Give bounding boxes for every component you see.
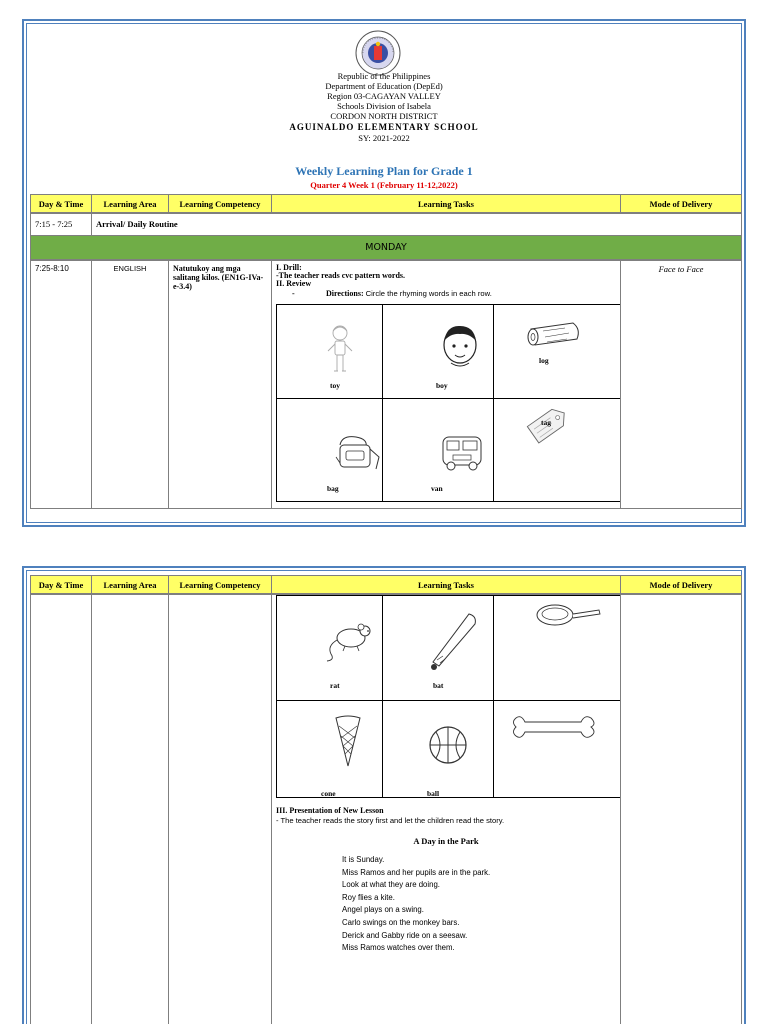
word-boy: boy (436, 381, 448, 390)
english-tasks (271, 260, 620, 509)
day-banner: MONDAY (30, 235, 742, 260)
drill-text: -The teacher reads cvc pattern words. (276, 271, 406, 280)
directions-line (326, 289, 492, 298)
word-tag: tag (541, 418, 551, 427)
directions-text: Circle the rhyming words in each row. (365, 289, 492, 298)
column-header-learning-tasks: Learning Tasks (271, 194, 620, 213)
column-header-learning-competency: Learning Competency (168, 194, 271, 213)
document-page-1 (22, 19, 746, 527)
rat-picture (321, 618, 379, 662)
column-header-learning-area: Learning Area (91, 575, 168, 594)
rhyming-grid-1 (276, 304, 621, 502)
story-line: It is Sunday. (342, 855, 385, 864)
column-header-mode-of-delivery: Mode of Delivery (620, 194, 742, 213)
plan-title: Weekly Learning Plan for Grade 1 (295, 164, 473, 178)
rhyming-grid-2 (276, 595, 621, 798)
word-rat: rat (330, 681, 340, 690)
story-title: A Day in the Park (413, 836, 479, 846)
van-picture (439, 431, 487, 473)
word-bat: bat (433, 681, 444, 690)
english-competency: Natutukoy ang mga salitang kilos. (EN1G-IVa-e-3.4) (168, 260, 271, 509)
story-line: Miss Ramos and her pupils are in the park. (342, 867, 491, 877)
word-log: log (539, 356, 549, 365)
drill-heading: I. Drill: (276, 263, 302, 272)
log-picture (525, 317, 583, 351)
english-mode: Face to Face (620, 260, 742, 509)
column-header-learning-competency: Learning Competency (168, 575, 271, 594)
boy-face-picture (437, 321, 483, 369)
english-row (30, 260, 742, 509)
word-cone: cone (321, 789, 336, 798)
document-page-2 (22, 566, 746, 1024)
table-header-row (30, 194, 742, 213)
word-van: van (431, 484, 443, 493)
deped-seal-icon (355, 30, 401, 76)
bone-picture (511, 712, 597, 742)
baseball-bat-picture (425, 610, 481, 674)
english-area: ENGLISH (91, 260, 168, 509)
table-bottom-rule (30, 508, 742, 509)
header-line-5: CORDON NORTH DISTRICT (330, 111, 438, 121)
arrival-label: Arrival/ Daily Routine (91, 213, 742, 235)
word-bag: bag (327, 484, 339, 493)
arrival-row (30, 213, 742, 235)
directions-label: Directions: (326, 289, 364, 298)
frying-pan-picture (533, 600, 603, 630)
english-time: 7:25-8:10 (30, 260, 91, 509)
lesson-instruction: - The teacher reads the story first and let the children read the story. (276, 816, 505, 825)
directions-dash: - (292, 289, 295, 298)
ice-cream-cone-picture (333, 714, 363, 768)
school-year: SY: 2021-2022 (358, 133, 410, 143)
column-header-mode-of-delivery: Mode of Delivery (620, 575, 742, 594)
table-header-row (30, 575, 742, 594)
story-line: Derick and Gabby ride on a seesaw. (342, 930, 468, 940)
doll-picture (322, 321, 358, 377)
story-line: Carlo swings on the monkey bars. (342, 917, 460, 927)
grid-cell-cone (277, 701, 383, 798)
word-ball: ball (427, 789, 440, 798)
header-line-4: Schools Division of Isabela (337, 101, 431, 111)
header-line-3: Region 03-CAGAYAN VALLEY (327, 91, 441, 101)
story-line: Roy flies a kite. (342, 892, 395, 902)
column-header-learning-tasks: Learning Tasks (271, 575, 620, 594)
header-line-2: Department of Education (DepEd) (325, 81, 443, 91)
competency-cell-empty (168, 594, 271, 1024)
story-text (342, 854, 490, 955)
school-name: AGUINALDO ELEMENTARY SCHOOL (289, 122, 479, 132)
column-header-learning-area: Learning Area (91, 194, 168, 213)
arrival-time: 7:15 - 7:25 (30, 213, 91, 235)
time-cell-empty (30, 594, 91, 1024)
review-heading: II. Review (276, 279, 312, 288)
word-toy: toy (330, 381, 340, 390)
story-line: Angel plays on a swing. (342, 905, 424, 915)
english-row-continued (30, 594, 742, 1024)
basketball-picture (427, 724, 469, 766)
story-line: Look at what they are doing. (342, 880, 440, 890)
mode-cell-empty (620, 594, 742, 1024)
area-cell-empty (91, 594, 168, 1024)
header-line-1: Republic of the Philippines (337, 71, 431, 81)
plan-subtitle: Quarter 4 Week 1 (February 11-12,2022) (310, 180, 458, 190)
lesson-heading: III. Presentation of New Lesson (276, 806, 384, 815)
story-line: Miss Ramos watches over them. (342, 943, 455, 953)
column-header-day-time: Day & Time (30, 575, 91, 594)
english-tasks-continued (271, 594, 620, 1024)
bag-picture (332, 433, 382, 473)
column-header-day-time: Day & Time (30, 194, 91, 213)
